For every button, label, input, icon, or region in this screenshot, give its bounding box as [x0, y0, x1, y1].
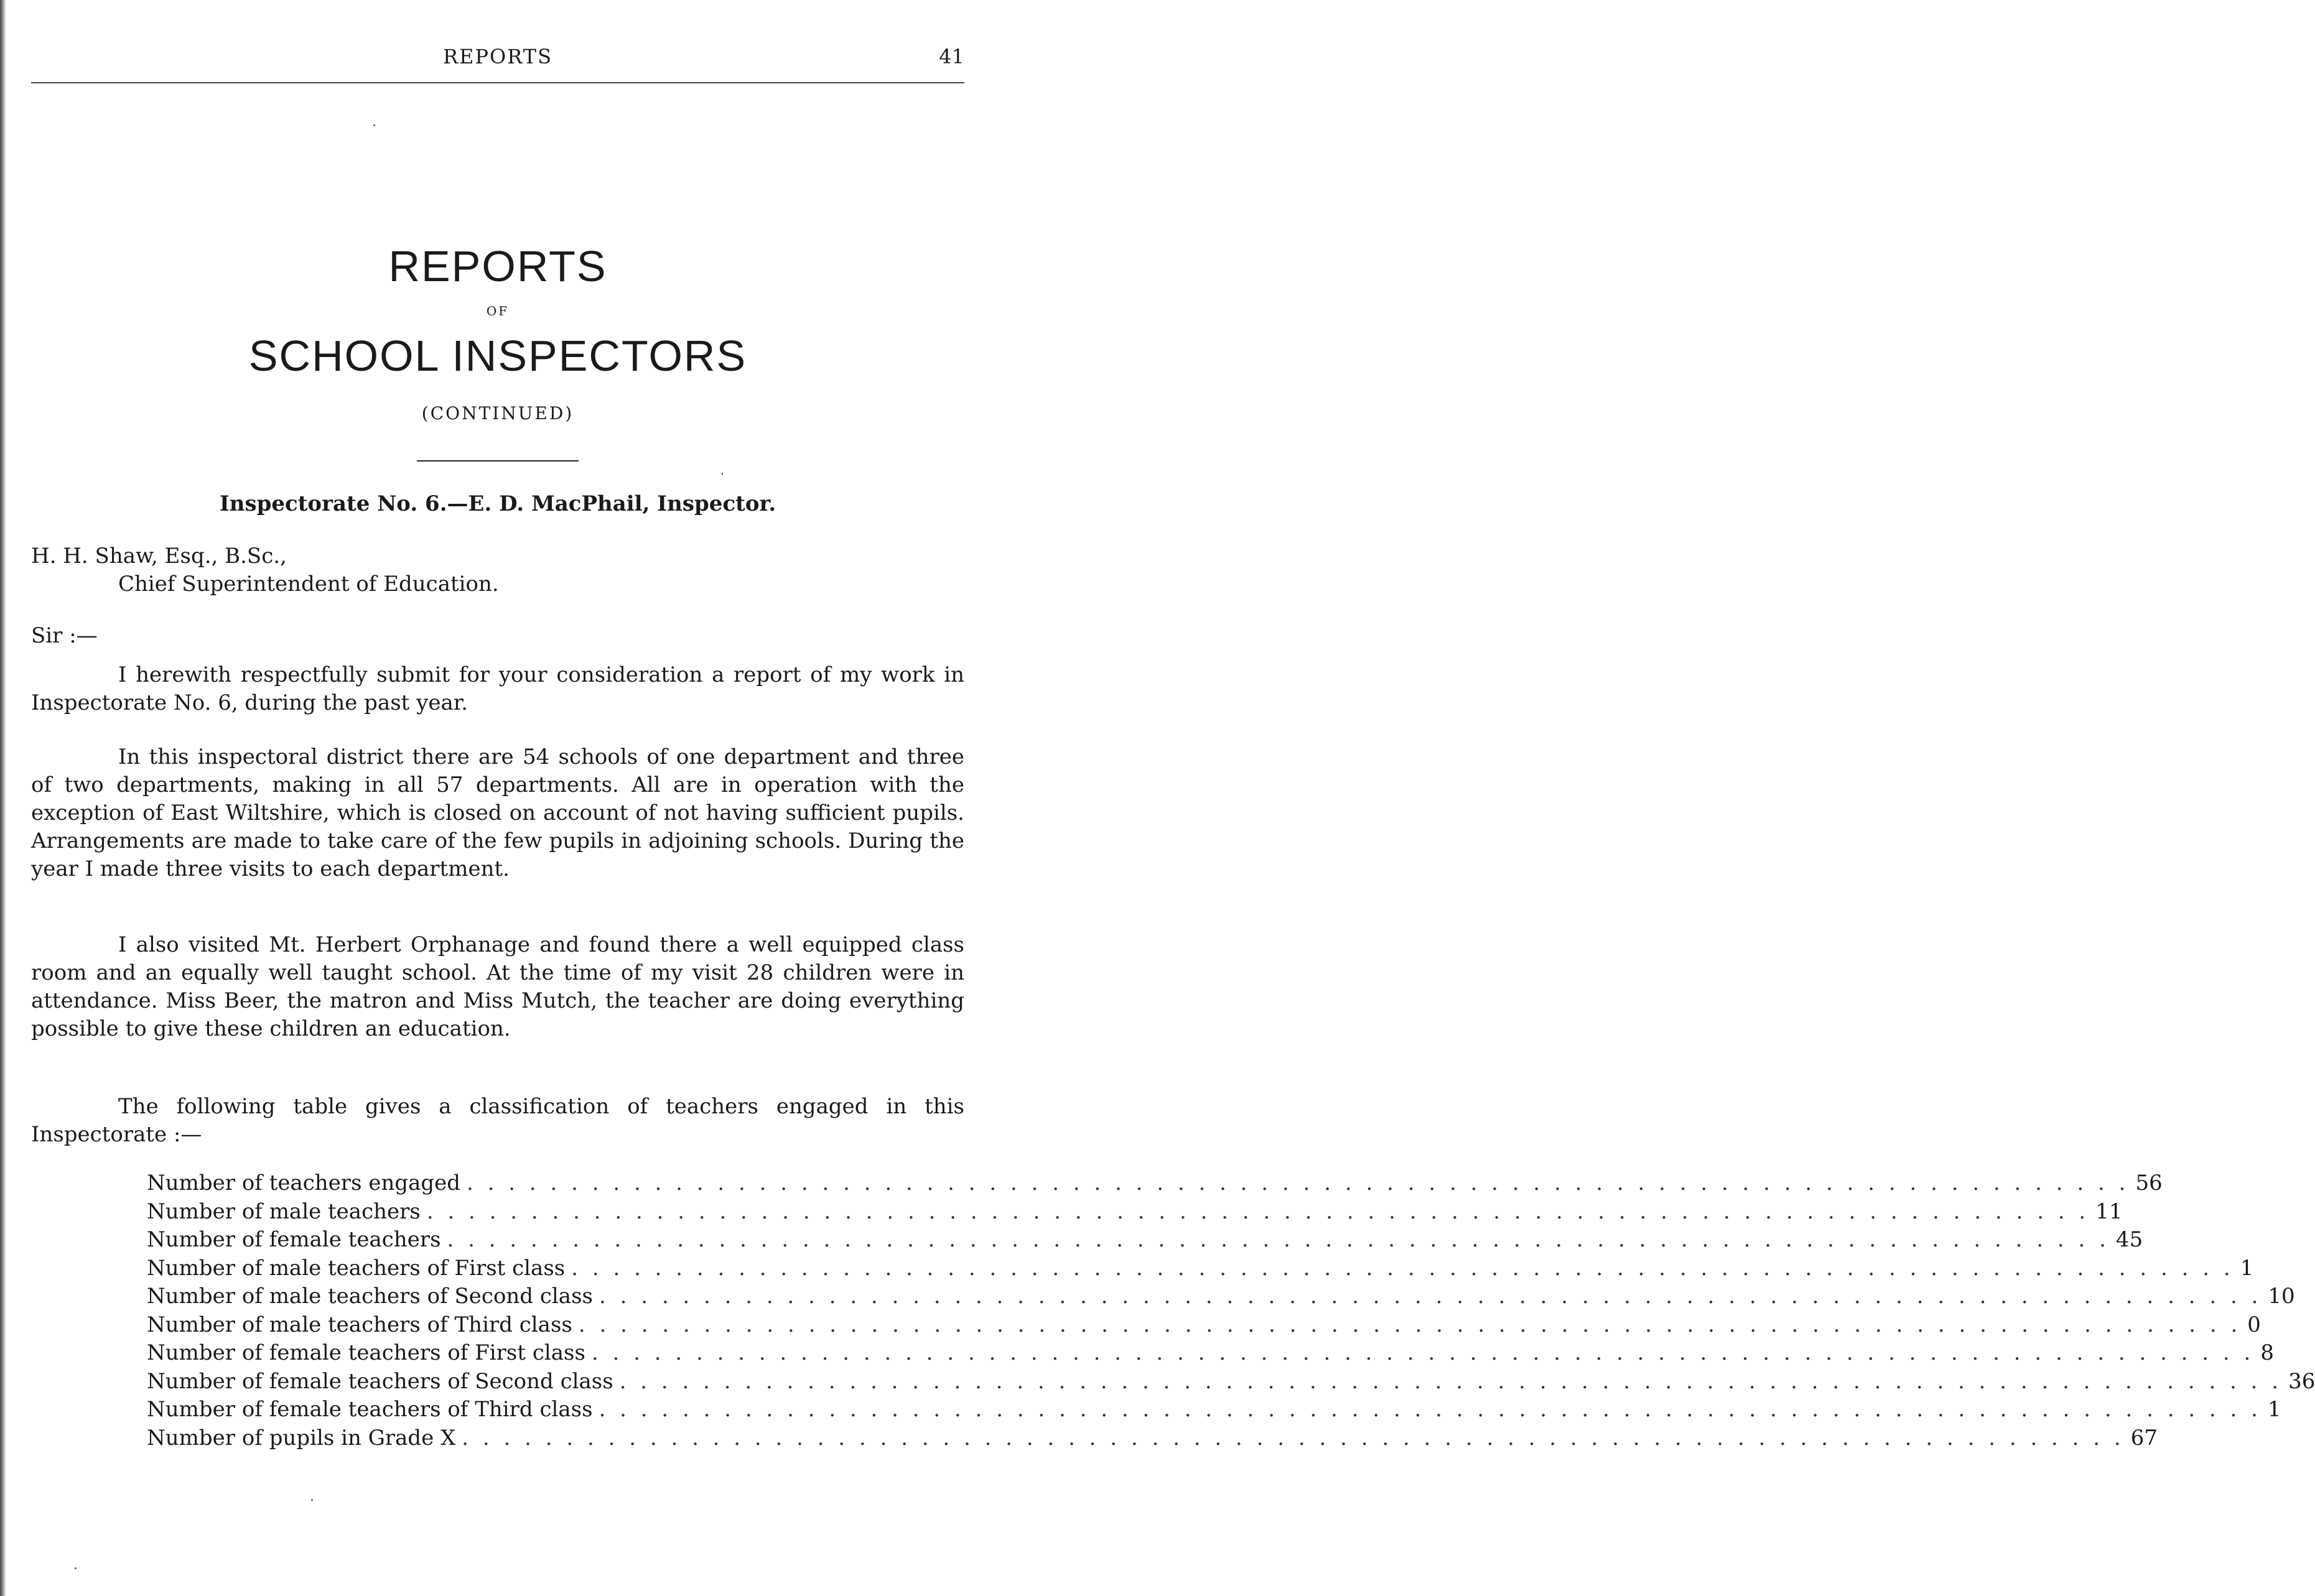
stat-row: [147, 1424, 2158, 1453]
stat-value: 1: [2267, 1397, 2281, 1422]
scan-speck: [722, 473, 723, 475]
stat-label: Number of male teachers: [147, 1199, 421, 1224]
scan-edge-shadow: [0, 0, 6, 1596]
page-number: 41: [939, 45, 964, 68]
stat-row: [147, 1198, 2123, 1227]
stat-label: Number of female teachers of First class: [147, 1340, 585, 1365]
leader-dots: . . . . . . . . . . . . . . . . . . . . . . . . . . . . . . . . . . . . . . . . . . . . . . . . . . . . . . . . . . . . . . . . . . . . . . . . . . . . . . . .: [599, 1284, 2262, 1309]
scan-speck: [373, 124, 375, 126]
stat-value: 8: [2260, 1340, 2274, 1365]
running-title: REPORTS: [442, 45, 552, 68]
stat-label: Number of female teachers: [147, 1227, 441, 1252]
paragraph-orphanage: I also visited Mt. Herbert Orphanage and found there a well equipped class room and an equally well taught school. At the time of my visit 28 children were in attendance. Miss Beer, the matron and Miss Mutch, the teacher are doing everything possible to give these children an education.: [31, 932, 964, 1041]
salutation: Sir :—: [31, 623, 98, 648]
stat-label: Number of male teachers of First class: [147, 1255, 566, 1281]
stat-value: 36: [2288, 1368, 2315, 1394]
stat-value: 56: [2135, 1171, 2163, 1195]
stat-label: Number of pupils in Grade X: [147, 1425, 456, 1450]
stat-label: Number of teachers engaged: [147, 1171, 461, 1195]
stat-value: 67: [2130, 1425, 2158, 1450]
leader-dots: . . . . . . . . . . . . . . . . . . . . . . . . . . . . . . . . . . . . . . . . . . . . . . . . . . . . . . . . . . . . . . . . . . . . . . . . . . . . . . . .: [619, 1368, 2283, 1394]
title-connector: OF: [486, 304, 510, 318]
leader-dots: . . . . . . . . . . . . . . . . . . . . . . . . . . . . . . . . . . . . . . . . . . . . . . . . . . . . . . . . . . . . . . . . . . . . . . . . . . . . . . . .: [599, 1397, 2261, 1422]
stat-row: [147, 1283, 2295, 1311]
paragraph-intro: I herewith respectfully submit for your consideration a report of my work in Inspectorate No. 6, during the past year.: [31, 662, 964, 715]
stat-row: [147, 1368, 2315, 1396]
stat-value: 1: [2240, 1255, 2254, 1281]
stat-label: Number of female teachers of Third class: [147, 1397, 593, 1422]
leader-dots: . . . . . . . . . . . . . . . . . . . . . . . . . . . . . . . . . . . . . . . . . . . . . . . . . . . . . . . . . . . . . . . . . . . . . . . . . . . . . . . .: [571, 1255, 2234, 1281]
teacher-statistics-table: [147, 1169, 2315, 1452]
leader-dots: . . . . . . . . . . . . . . . . . . . . . . . . . . . . . . . . . . . . . . . . . . . . . . . . . . . . . . . . . . . . . . . . . . . . . . . . . . . . . . . .: [578, 1312, 2242, 1337]
main-title: REPORTS: [388, 242, 607, 290]
leader-dots: . . . . . . . . . . . . . . . . . . . . . . . . . . . . . . . . . . . . . . . . . . . . . . . . . . . . . . . . . . . . . . . . . . . . . . . . . . . . . . . .: [591, 1340, 2255, 1365]
header-rule: [31, 82, 964, 83]
paragraph-district: In this inspectoral district there are 54 schools of one department and three of two departments, making in all 57 departments. All are in operation with the exception of East Wiltshire, which is closed on account of not having sufficient pupils. Arrangements are made to take care of the few pupils in adjoining schools. During the year I made three visits to each department.: [31, 745, 964, 881]
stat-label: Number of male teachers of Third class: [147, 1312, 572, 1337]
sub-title: SCHOOL INSPECTORS: [248, 332, 747, 380]
leader-dots: . . . . . . . . . . . . . . . . . . . . . . . . . . . . . . . . . . . . . . . . . . . . . . . . . . . . . . . . . . . . . . . . . . . . . . . . . . . . . . . .: [467, 1171, 2130, 1195]
leader-dots: . . . . . . . . . . . . . . . . . . . . . . . . . . . . . . . . . . . . . . . . . . . . . . . . . . . . . . . . . . . . . . . . . . . . . . . . . . . . . . . .: [462, 1425, 2125, 1450]
stat-value: 11: [2095, 1199, 2123, 1224]
stat-row: [147, 1339, 2274, 1368]
stat-row: [147, 1169, 2163, 1198]
scan-speck: [311, 1499, 313, 1501]
stat-value: 0: [2247, 1312, 2261, 1337]
addressee-title: Chief Superintendent of Education.: [118, 572, 499, 596]
stat-label: Number of male teachers of Second class: [147, 1284, 593, 1309]
addressee-name: H. H. Shaw, Esq., B.Sc.,: [31, 544, 287, 568]
leader-dots: . . . . . . . . . . . . . . . . . . . . . . . . . . . . . . . . . . . . . . . . . . . . . . . . . . . . . . . . . . . . . . . . . . . . . . . . . . . . . . . .: [447, 1227, 2110, 1252]
stat-row: [147, 1311, 2261, 1340]
stat-value: 10: [2268, 1284, 2295, 1309]
addressee-block: [31, 542, 964, 598]
title-rule: [417, 460, 579, 462]
scan-speck: [75, 1567, 77, 1569]
stat-row: [147, 1255, 2254, 1283]
paragraph-table-intro: The following table gives a classification of teachers engaged in this Inspectorate :—: [31, 1094, 964, 1147]
leader-dots: . . . . . . . . . . . . . . . . . . . . . . . . . . . . . . . . . . . . . . . . . . . . . . . . . . . . . . . . . . . . . . . . . . . . . . . . . . . . . . . .: [426, 1199, 2090, 1224]
continued-label: (CONTINUED): [421, 403, 574, 424]
stat-label: Number of female teachers of Second class: [147, 1368, 613, 1394]
stat-value: 45: [2115, 1227, 2143, 1252]
stat-row: [147, 1226, 2143, 1255]
section-heading: Inspectorate No. 6.—E. D. MacPhail, Inspector.: [219, 491, 776, 516]
stat-row: [147, 1396, 2281, 1424]
running-head: [31, 45, 964, 76]
